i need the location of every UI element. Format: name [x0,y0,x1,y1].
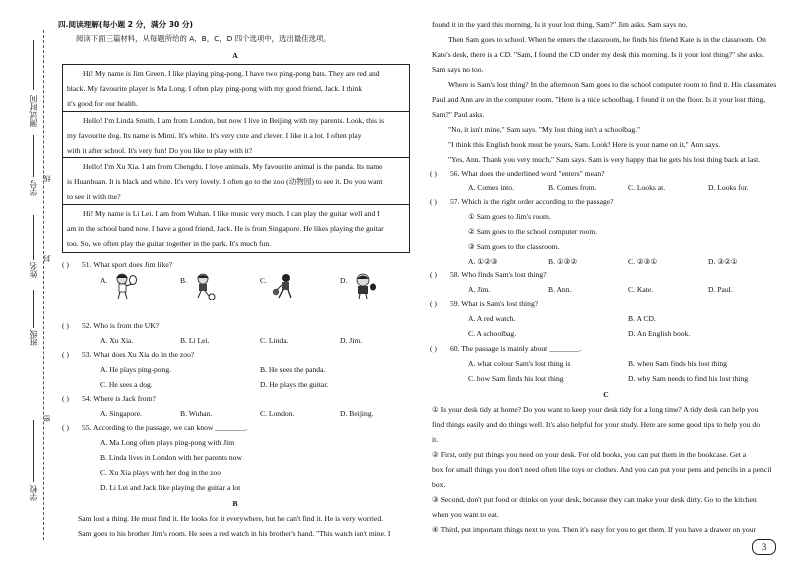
passage-c-line-6: box. [432,480,446,489]
page-number: 3 [752,539,776,555]
test-time-blank [33,40,34,90]
q59-stem: 59. What is Sam's lost thing? [450,299,539,308]
passage-b-line-12: "Yes, Ann. Thank you very much," Sam says. Sam is very happy that he gets his lost thing back at last. [448,155,761,164]
passage-b-line-8: Paul and Ann are in the computer room. "Here is a nice schoolbag. I found it on the floor. Is it your lost thing, [432,95,766,104]
q51-paren[interactable]: ( ) [62,260,69,269]
tennis-girl-icon [110,272,138,300]
seal-mark: 封 [43,255,51,262]
passage-a-linda: Hello! I'm Linda Smith. I am from London, but now I live in Beijing with my parents. Look, this is my favourite dog. Its name is Mimi. It's white. It's very cute and clever. I like it a lot. I often play with it after school. It's very fun! Do you like to play with it? [63,111,409,112]
q52-opt-a[interactable]: A. Xu Xia. [100,336,134,345]
school-label: 学校 [29,485,38,501]
q55-opt-c[interactable]: C. Xu Xia plays with her dog in the zoo [100,468,222,477]
q58-stem: 58. Who finds Sam's lost thing? [450,270,547,279]
q59-opt-d[interactable]: D. An English book. [628,329,691,338]
q59-opt-a[interactable]: A. A red watch. [468,314,516,323]
q60-opt-d[interactable]: D. why Sam needs to find his lost thing [628,374,749,383]
passage-c-line-3: it. [432,435,439,444]
q59-opt-c[interactable]: C. A schoolbag. [468,329,517,338]
q53-opt-b[interactable]: B. He sees the panda. [260,365,326,374]
q60-paren[interactable]: ( ) [430,344,437,353]
q57-opt-a[interactable]: A. ①②③ [468,257,498,266]
q53-opt-d[interactable]: D. He plays the guitar. [260,380,329,389]
q55-stem: 55. According to the passage, we can know ________. [82,423,248,432]
passage-c-line-4: ② First, only put things you need on your desk. For old books, you can put them in the bookcase. Get a [432,450,747,459]
passage-c-line-9: ④ Third, put important things next to you. Then it's easy for you to get them. If you have a drawer on your [432,525,757,534]
cut-line [43,30,44,540]
passage-b-line-10: "No, it isn't mine," Sam says. "My lost thing isn't a schoolbag." [448,125,641,134]
passage-c-line-8: when you want to eat. [432,510,499,519]
q56-opt-c[interactable]: C. Looks at. [628,183,666,192]
q54-opt-c[interactable]: C. London. [260,409,295,418]
basketball-boy-icon [270,272,298,300]
q58-paren[interactable]: ( ) [430,270,437,279]
passage-b-line-2: Sam goes to his brother Jim's room. He sees a red watch in his brother's hand. "This watch isn't mine. I [78,529,391,538]
q60-opt-a[interactable]: A. what colour Sam's lost thing is [468,359,571,368]
passage-c-line-1: ① Is your desk tidy at home? Do you want to keep your desk tidy for a long time? A tidy desk can help you [432,405,759,414]
passage-b-line-7: Where is Sam's lost thing? In the afternoon Sam goes to the school computer room to find it. His classmates [448,80,777,89]
binding-margin [0,0,52,564]
q57-step-2: ② Sam goes to the school computer room. [468,227,598,236]
q53-paren[interactable]: ( ) [62,350,69,359]
soccer-girl-icon [190,272,218,300]
q58-opt-c[interactable]: C. Kate. [628,285,654,294]
q52-paren[interactable]: ( ) [62,321,69,330]
class-label: 班级 [29,330,38,346]
q54-opt-d[interactable]: D. Beijing. [340,409,374,418]
q57-opt-d[interactable]: D. ③②① [708,257,738,266]
class-blank [33,290,34,328]
q55-opt-b[interactable]: B. Linda lives in London with her parents now [100,453,242,462]
passage-b-line-6: Sam says no too. [432,65,484,74]
passage-b-line-11: "I think this English book must be yours, Sam. Look! Here is your name on it," Ann says. [448,140,721,149]
q51-stem: 51. What sport does Jim like? [82,260,173,269]
passage-c-line-7: ③ Second, don't put food or drinks on your desk, because they can make your desk dirty. Go to the kitchen [432,495,757,504]
student-no-label: 学号 [29,180,38,196]
test-time-label: 测试时间 [29,95,38,127]
passage-b-line-5: Kate's desk, there is a CD. "Sam, I found the CD under my desk this morning. Is it your lost thing?" she asks. [432,50,765,59]
q58-opt-a[interactable]: A. Jim. [468,285,491,294]
passage-c-label: C [603,390,609,399]
q51-opt-b[interactable]: B. [180,276,187,285]
q57-step-1: ① Sam goes to Jim's room. [468,212,551,221]
q53-opt-c[interactable]: C. He sees a dog. [100,380,153,389]
passage-a-lilei: Hi! My name is Li Lei. I am from Wuhan. I like music very much. I can play the guitar well and I am in the school band now. I have a good friend, Jack. He is from Singapore. He likes playing the guitar too. So, we often play the guitar together in the park. It's much fun. [63,204,409,205]
q57-step-3: ③ Sam goes to the classroom. [468,242,560,251]
q60-opt-b[interactable]: B. when Sam finds his lost thing [628,359,727,368]
passage-c-line-2: find things easily and do things well. It's also helpful for your study. Here are some good tips to help you do [432,420,760,429]
q56-opt-a[interactable]: A. Comes into. [468,183,514,192]
q55-paren[interactable]: ( ) [62,423,69,432]
student-no-blank [33,135,34,177]
q56-stem: 56. What does the underlined word "enters" mean? [450,169,605,178]
q56-opt-b[interactable]: B. Comes from. [548,183,597,192]
q60-opt-c[interactable]: C. how Sam finds his lost thing [468,374,564,383]
q57-opt-c[interactable]: C. ②③① [628,257,658,266]
q60-stem: 60. The passage is mainly about ________. [450,344,582,353]
name-blank [33,215,34,260]
q53-opt-a[interactable]: A. He plays ping-pong. [100,365,172,374]
q59-opt-b[interactable]: B. A CD. [628,314,656,323]
q54-paren[interactable]: ( ) [62,394,69,403]
q57-stem: 57. Which is the right order according to the passage? [450,197,614,206]
q51-opt-d[interactable]: D. [340,276,348,285]
q56-paren[interactable]: ( ) [430,169,437,178]
section-title: 四.阅读理解(每小题 2 分，满分 30 分) [58,20,193,29]
q53-stem: 53. What does Xu Xia do in the zoo? [82,350,195,359]
q51-opt-a[interactable]: A. [100,276,108,285]
q51-opt-c[interactable]: C. [260,276,267,285]
instruction: 阅读下面三篇材料，从每题所给的 A，B，C，D 四个选项中，选出最佳选项。 [76,34,331,43]
q56-opt-d[interactable]: D. Looks for. [708,183,749,192]
passage-b-label: B [232,499,238,508]
passage-a-box: Hi! My name is Jim Green. I like playing ping-pong. I have two ping-pong bats. They are red and black. My favourite player is Ma Long. I often play ping-pong with my good friend, Jack. I think it's good for our health. Hello! I'm Linda Smith. I am from London, but now I live in Beijing with my parents. Look, this is my favourite dog. Its name is Mimi. It's white. It's very cute and clever. I like it a lot. I often play with it after school. It's very fun! Do you like to play with it? Hello! I'm Xu Xia. I am from Chengdu. I love animals. My favourite animal is the panda. Its name is Huanhuan. It is black and white. It's very lovely. I often go to the zoo (动物园) to see it. Do you want to see it with me? Hi! My name is Li Lei. I am from Wuhan. I like music very much. I can play the guitar well and I am in the school band now. I have a good friend, Jack. He is from Singapore. He likes playing the guitar too. So, we often play the guitar together in the park. It's much fun. [62,64,410,253]
q52-opt-b[interactable]: B. Li Lei. [180,336,210,345]
q58-opt-b[interactable]: B. Ann. [548,285,572,294]
q55-opt-a[interactable]: A. Ma Long often plays ping-pong with Jim [100,438,235,447]
passage-b-line-3: found it in the yard this morning. Is it your lost thing, Sam?" Jim asks. Sam says no. [432,20,688,29]
line-mark: 线 [43,175,51,182]
q55-opt-d[interactable]: D. Li Lei and Jack like playing the guitar a lot [100,483,241,492]
passage-b-line-4: Then Sam goes to school. When he enters the classroom, he finds his friend Kate is in the classroom. On [448,35,766,44]
passage-b-line-1: Sam lost a thing. He must find it. He looks for it everywhere, but he can't find it. He is very worried. [78,514,384,523]
q54-stem: 54. Where is Jack from? [82,394,156,403]
pingpong-boy-icon [350,272,378,300]
name-label: 姓名 [29,262,38,278]
q59-paren[interactable]: ( ) [430,299,437,308]
mi-mark: 密 [43,415,51,422]
q54-opt-b[interactable]: B. Wuhan. [180,409,213,418]
q52-opt-d[interactable]: D. Jim. [340,336,363,345]
passage-c-line-5: box for small things you don't need often like toys or clothes. And you can put your pens and pencils in a pencil [432,465,772,474]
q52-opt-c[interactable]: C. Linda. [260,336,289,345]
passage-a-label: A [232,51,238,60]
q54-opt-a[interactable]: A. Singapore. [100,409,142,418]
q52-stem: 52. Who is from the UK? [82,321,160,330]
passage-a-xuxia: Hello! I'm Xu Xia. I am from Chengdu. I love animals. My favourite animal is the panda. Its name is Huanhuan. It is black and white. It's very lovely. I often go to the zoo (动物园) to see it. Do you want to see it with me? [63,157,409,158]
school-blank [33,420,34,482]
q57-paren[interactable]: ( ) [430,197,437,206]
q57-opt-b[interactable]: B. ①③② [548,257,578,266]
q58-opt-d[interactable]: D. Paul. [708,285,733,294]
passage-b-line-9: Sam?" Paul asks. [432,110,485,119]
